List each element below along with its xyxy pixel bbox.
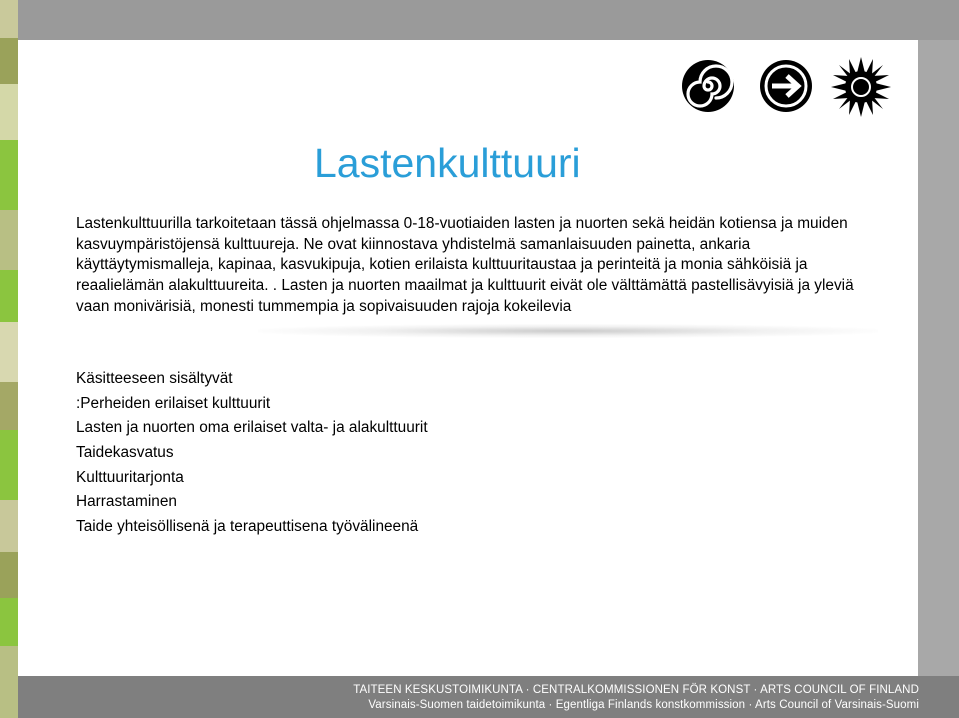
decorative-swoosh [258,324,878,338]
list-item: Harrastaminen [76,493,177,511]
list-item: Taidekasvatus [76,444,174,462]
intro-paragraph: Lastenkulttuurilla tarkoitetaan tässä ohjelmassa 0-18-vuotiaiden lasten ja nuorten sekä heidän kotiensa ja muiden kasvuympäristöjensä kulttuureja. Ne ovat kiinnostava yhdistelmä samanlaisuuden painetta, ankaria käyttäytymismalleja, kapinaa, kasvukipuja, kotien erilaista kulttuuritaustaa ja perinteitä ja monia sähköisiä ja reaalielämän alakulttuureita. . Lasten ja nuorten maailmat ja kulttuurit eivät ole välttämättä pastellisävyisiä ja yleviä vaan monivärisiä, monesti tummempia ja sopivaisuuden rajoja kokeilevia [76,215,854,315]
arrow-circle-icon [758,58,814,114]
sun-icon [830,56,892,118]
top-band [0,0,959,40]
footer-line-1: TAITEEN KESKUSTOIMIKUNTA · CENTRALKOMMISSIONEN FÖR KONST · ARTS COUNCIL OF FINLAND [353,684,919,696]
page-title: Lastenkulttuuri [314,140,581,186]
list-item: Kulttuuritarjonta [76,468,184,486]
slide [18,40,918,676]
list-item: Käsitteeseen sisältyvät [76,370,233,387]
right-band [918,40,959,676]
footer [18,676,959,718]
footer-line-2: Varsinais-Suomen taidetoimikunta · Egentliga Finlands konstkommission · Arts Council of Varsinais-Suomi [368,699,919,711]
list-item: Lasten ja nuorten oma erilaiset valta- ja alakulttuurit [76,419,428,437]
topic-list [76,367,428,540]
spiral-icon [680,58,736,114]
list-item: :Perheiden erilaiset kulttuurit [76,394,271,412]
left-stripes [0,0,18,718]
list-item: Taide yhteisöllisenä ja terapeuttisena työvälineenä [76,518,419,536]
